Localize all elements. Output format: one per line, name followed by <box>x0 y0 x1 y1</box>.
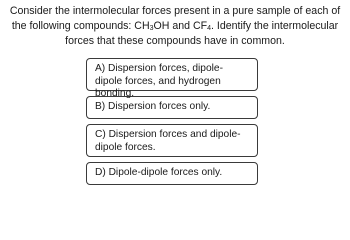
question-text-part2: OH and CF <box>153 20 208 32</box>
question-text <box>6 4 344 49</box>
choice-c-label: C) Dispersion forces and dipole-dipole forces. <box>95 129 241 153</box>
choice-a-label: A) Dispersion forces, dipole-dipole forces, and hydrogen bonding. <box>95 63 223 99</box>
choice-b-label: B) Dispersion forces only. <box>95 101 211 112</box>
choice-a-button[interactable] <box>86 58 258 99</box>
answer-choices <box>86 58 258 190</box>
choice-c-button[interactable] <box>86 124 258 157</box>
question-text-part1: Consider the intermolecular forces present in a pure sample of each of the following compounds: CH <box>9 5 341 32</box>
subscript-3: 3 <box>149 25 154 32</box>
choice-d-label: D) Dipole-dipole forces only. <box>95 167 223 178</box>
choice-d-button[interactable] <box>86 162 258 185</box>
question-text-part3: . Identify the intermolecular forces that these compounds have in common. <box>65 20 339 47</box>
subscript-4: 4 <box>207 25 211 32</box>
